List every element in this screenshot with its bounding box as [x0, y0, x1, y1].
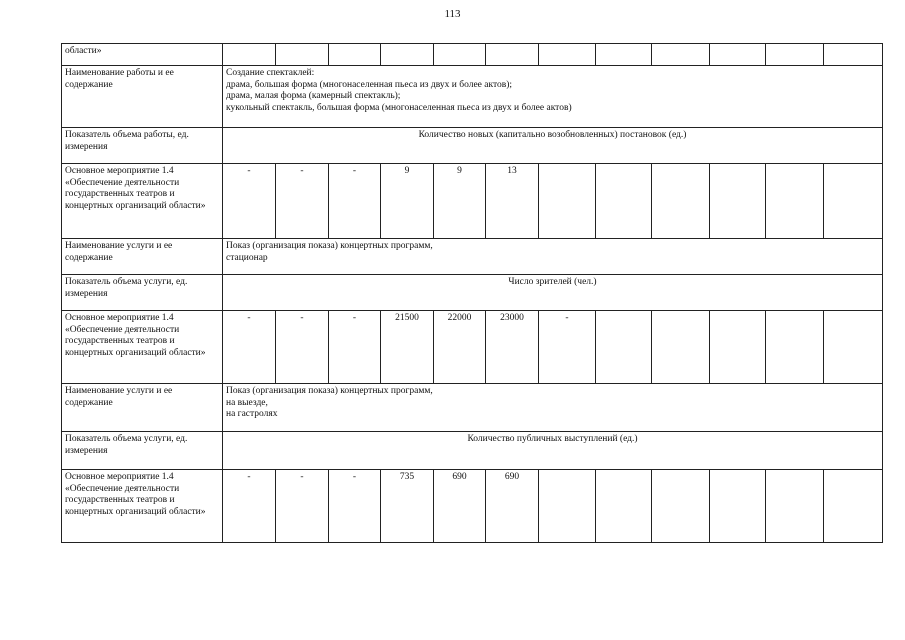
indicator-cell: Число зрителей (чел.)	[223, 275, 883, 311]
value-cell	[652, 164, 710, 239]
row-label: Наименование услуги и ее содержание	[62, 384, 223, 432]
value-cell	[596, 164, 652, 239]
content-line: на гастролях	[226, 409, 278, 419]
content-line: стационар	[226, 252, 268, 263]
value-cell: -	[329, 311, 381, 384]
content-line: драма, малая форма (камерный спектакль);	[226, 91, 401, 101]
value-cell: -	[329, 164, 381, 239]
value-cell: 23000	[486, 311, 539, 384]
value-cell	[824, 164, 883, 239]
content-line: кукольный спектакль, большая форма (многонаселенная пьеса из двух и более актов)	[226, 102, 572, 113]
row-label: Показатель объема работы, ед. измерения	[62, 128, 223, 164]
content-cell	[223, 239, 883, 275]
content-line: Показ (организация показа) концертных программ,	[226, 241, 433, 251]
value-cell	[824, 470, 883, 543]
budget-table	[61, 43, 883, 543]
indicator-cell: Количество публичных выступлений (ед.)	[223, 432, 883, 470]
value-cell	[710, 164, 766, 239]
value-cell: 735	[381, 470, 434, 543]
table-row	[62, 275, 883, 311]
row-label: Показатель объема услуги, ед. измерения	[62, 275, 223, 311]
content-cell	[223, 384, 883, 432]
indicator-cell: Количество новых (капитально возобновленных) постановок (ед.)	[223, 128, 883, 164]
value-cell: -	[276, 470, 329, 543]
value-cell	[596, 311, 652, 384]
row-label: Основное мероприятие 1.4 «Обеспечение деятельности государственных театров и концертных организаций области»	[62, 164, 223, 239]
value-cell: 9	[381, 164, 434, 239]
table-row	[62, 470, 883, 543]
page-number: 113	[444, 8, 461, 20]
value-cell: 690	[486, 470, 539, 543]
value-cell	[539, 44, 596, 66]
value-cell	[329, 44, 381, 66]
value-cell: 22000	[434, 311, 486, 384]
row-label: области»	[62, 44, 223, 66]
value-cell	[824, 44, 883, 66]
value-cell	[710, 44, 766, 66]
value-cell: -	[223, 164, 276, 239]
value-cell: -	[223, 470, 276, 543]
value-cell	[710, 311, 766, 384]
value-cell	[766, 164, 824, 239]
value-cell	[710, 470, 766, 543]
value-cell: -	[276, 311, 329, 384]
row-label: Показатель объема услуги, ед. измерения	[62, 432, 223, 470]
content-line: на выезде,	[226, 397, 268, 408]
value-cell: 13	[486, 164, 539, 239]
value-cell	[652, 311, 710, 384]
value-cell	[539, 164, 596, 239]
row-label: Основное мероприятие 1.4 «Обеспечение деятельности государственных театров и концертных организаций области»	[62, 311, 223, 384]
value-cell: -	[539, 311, 596, 384]
value-cell	[766, 470, 824, 543]
value-cell: -	[223, 311, 276, 384]
value-cell	[766, 44, 824, 66]
value-cell	[652, 44, 710, 66]
value-cell	[223, 44, 276, 66]
value-cell	[486, 44, 539, 66]
content-line: Показ (организация показа) концертных программ,	[226, 386, 433, 396]
table-row	[62, 44, 883, 66]
content-cell	[223, 66, 883, 128]
value-cell: 21500	[381, 311, 434, 384]
content-line: драма, большая форма (многонаселенная пьеса из двух и более актов);	[226, 79, 513, 90]
table-row	[62, 164, 883, 239]
content-line: Создание спектаклей:	[226, 68, 315, 78]
value-cell	[652, 470, 710, 543]
row-label: Основное мероприятие 1.4 «Обеспечение деятельности государственных театров и концертных организаций области»	[62, 470, 223, 543]
table-row	[62, 311, 883, 384]
table-row	[62, 432, 883, 470]
value-cell	[434, 44, 486, 66]
row-label: Наименование работы и ее содержание	[62, 66, 223, 128]
value-cell	[381, 44, 434, 66]
value-cell	[539, 470, 596, 543]
value-cell: 9	[434, 164, 486, 239]
value-cell: -	[329, 470, 381, 543]
table-row	[62, 128, 883, 164]
value-cell: 690	[434, 470, 486, 543]
table-body	[62, 44, 883, 543]
value-cell	[276, 44, 329, 66]
value-cell	[824, 311, 883, 384]
table-row	[62, 239, 883, 275]
value-cell	[596, 44, 652, 66]
row-label: Наименование услуги и ее содержание	[62, 239, 223, 275]
value-cell	[596, 470, 652, 543]
table-row	[62, 66, 883, 128]
table-row	[62, 384, 883, 432]
value-cell: -	[276, 164, 329, 239]
value-cell	[766, 311, 824, 384]
